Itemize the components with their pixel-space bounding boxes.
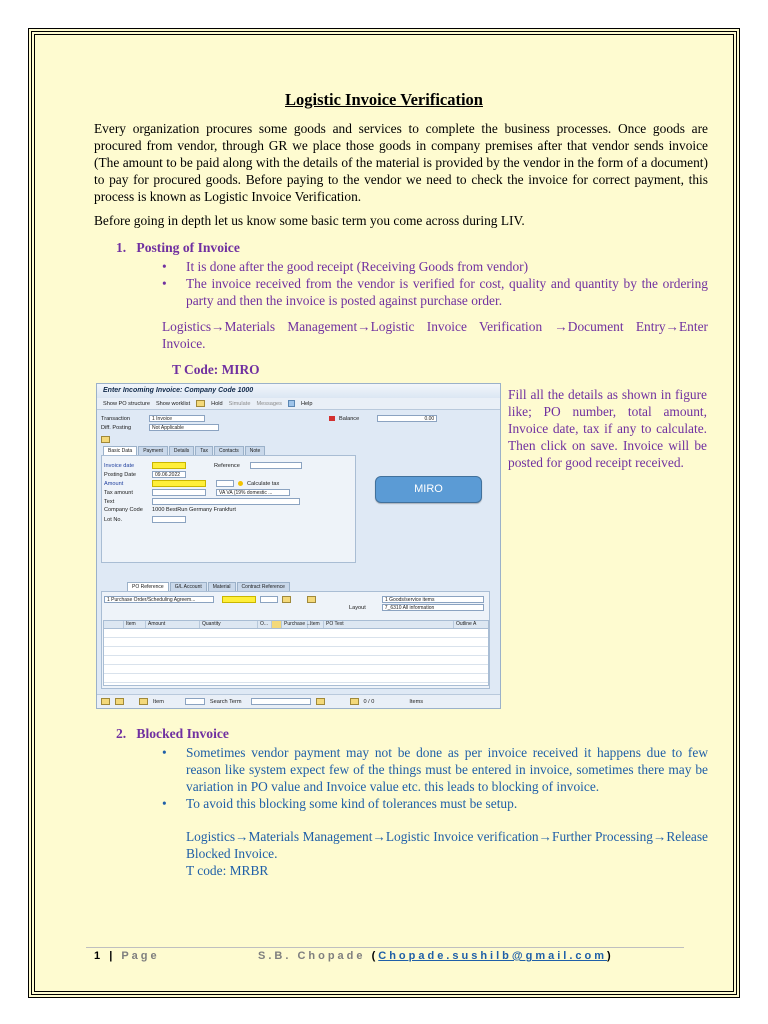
- table-row[interactable]: [104, 647, 488, 656]
- author-email-link[interactable]: Chopade.sushilb@gmail.com: [378, 950, 607, 962]
- currency-field[interactable]: [216, 480, 234, 487]
- tab-basic-data[interactable]: Basic Data: [103, 446, 137, 455]
- sap-screenshot: [96, 383, 501, 709]
- tax-amount-field[interactable]: [152, 489, 206, 496]
- page-title: Logistic Invoice Verification: [285, 90, 483, 109]
- footer-divider: [86, 947, 684, 948]
- select-all-icon[interactable]: [101, 698, 110, 705]
- po-item-field[interactable]: [260, 596, 278, 603]
- miro-button[interactable]: MIRO: [375, 476, 482, 503]
- table-row[interactable]: [104, 629, 488, 638]
- po-type-select[interactable]: 1 Purchase Order/Scheduling Agreem...: [104, 596, 214, 603]
- tab-payment[interactable]: Payment: [138, 446, 168, 455]
- list-item: • Sometimes vendor payment may not be done as per invoice received it happens due to few reason like system expect few of the things must be entered in invoice, sometimes there may be variation in PO value and Invoice value etc. this leads to blocking of invoice.: [162, 745, 708, 794]
- sap-item-tabs: [127, 582, 290, 591]
- goods-items-select[interactable]: 1 Goods/service items: [382, 596, 484, 603]
- page-footer: [94, 950, 694, 962]
- transaction-select[interactable]: 1 Invoice: [149, 415, 205, 422]
- hold-button[interactable]: Hold: [211, 400, 223, 407]
- items-table: [103, 620, 489, 686]
- table-row[interactable]: [104, 638, 488, 647]
- sap-window-title: Enter Incoming Invoice: Company Code 1000: [97, 384, 500, 398]
- section-1-side-note: Fill all the details as shown in figure like; PO number, total amount, Invoice date, tax if any to calculate. Then click on save. Invoice will be posted for good receipt received.: [508, 387, 707, 470]
- tab-po-reference[interactable]: PO Reference: [127, 582, 169, 591]
- filter-icon[interactable]: [272, 621, 282, 628]
- footer-separator: |: [109, 950, 116, 962]
- footer-author-block: S.B. Chopade (Chopade.sushilb@gmail.com): [258, 950, 614, 962]
- section-1-heading: [116, 240, 240, 256]
- page-number: 1: [94, 950, 104, 962]
- deselect-all-icon[interactable]: [115, 698, 124, 705]
- diff-posting-row: Diff. Posting Not Applicable: [101, 424, 219, 431]
- search-icon[interactable]: [282, 596, 291, 603]
- page-counter: 0 / 0: [363, 698, 375, 705]
- table-row[interactable]: [104, 674, 488, 683]
- balance-field: 0.00: [377, 415, 437, 422]
- table-row[interactable]: [104, 665, 488, 674]
- sap-toolbar: [97, 398, 500, 410]
- page-first-icon[interactable]: [350, 698, 359, 705]
- table-row[interactable]: [104, 656, 488, 665]
- page-label: Page: [121, 950, 160, 962]
- show-worklist-button[interactable]: Show worklist: [155, 400, 191, 407]
- amount-field[interactable]: [152, 480, 206, 487]
- section-1-number: 1.: [116, 240, 127, 255]
- layout-select[interactable]: 7_6310 All information: [382, 604, 484, 611]
- items-panel: 1 Purchase Order/Scheduling Agreem... 1 Goods/service items Layout 7_6310 All information: [101, 591, 490, 689]
- bullet-icon: •: [162, 259, 167, 274]
- basic-data-panel: Invoice date Reference Posting Date 09.06.2022 Amount Calculate tax Tax amount VA VA (19% domestic ... Text Company Code 1000 BestRun Germany Frankfurt Lot No.: [101, 455, 356, 563]
- status-light-icon: [329, 416, 335, 421]
- text-field[interactable]: [152, 498, 300, 505]
- diff-posting-select[interactable]: Not Applicable: [149, 424, 219, 431]
- checkbox-icon[interactable]: [238, 481, 243, 486]
- bullet-icon: •: [162, 796, 167, 811]
- help-button[interactable]: Help: [300, 400, 313, 407]
- folder-icon[interactable]: [196, 400, 205, 407]
- search-term-field[interactable]: [251, 698, 311, 705]
- bullet-icon: •: [162, 745, 167, 760]
- folder-icon[interactable]: [307, 596, 316, 603]
- simulate-button[interactable]: Simulate: [228, 400, 251, 407]
- invoice-date-field[interactable]: [152, 462, 186, 469]
- search-icon[interactable]: [316, 698, 325, 705]
- tab-contacts[interactable]: Contacts: [214, 446, 244, 455]
- folder-icon[interactable]: [101, 436, 110, 443]
- po-number-field[interactable]: [222, 596, 256, 603]
- section-2-heading: [116, 726, 229, 742]
- section-2-title: Blocked Invoice: [136, 726, 229, 741]
- messages-button[interactable]: Messages: [256, 400, 282, 407]
- tab-material[interactable]: Material: [208, 582, 236, 591]
- section-2-tcode: T code: MRBR: [186, 863, 269, 878]
- bullet-icon: •: [162, 276, 167, 291]
- reference-field[interactable]: [250, 462, 302, 469]
- section-1-title: Posting of Invoice: [136, 240, 240, 255]
- list-item: • The invoice received from the vendor is verified for cost, quality and quantity by the ordering party and then the invoice is posted against purchase order.: [162, 276, 708, 308]
- section-1-menu-path: Logistics→Materials Management→Logistic Invoice Verification →Document Entry→Enter Invoice.: [162, 319, 708, 351]
- tab-note[interactable]: Note: [245, 446, 266, 455]
- help-icon[interactable]: [288, 400, 295, 407]
- tab-contract-reference[interactable]: Contract Reference: [237, 582, 290, 591]
- intro-paragraph-2: Before going in depth let us know some basic term you come across during LIV.: [94, 213, 525, 228]
- tax-code-select[interactable]: VA VA (19% domestic ...: [216, 489, 290, 496]
- section-2-bullets: [162, 744, 708, 812]
- balance-row: Balance 0.00: [329, 415, 437, 422]
- tab-details[interactable]: Details: [169, 446, 194, 455]
- transaction-row: Transaction 1 Invoice: [101, 415, 205, 422]
- tab-tax[interactable]: Tax: [195, 446, 213, 455]
- tab-gl-account[interactable]: G/L Account: [170, 582, 207, 591]
- intro-paragraph: Every organization procures some goods and services to complete the business processes. Once goods are procured from vendor, through GR we place those goods in company premises after that vendor sends invoice (The amount to be paid along with the details of the material is provided by the vendor in the form of a document) to pay for procured goods. Before paying to the vendor we need to check the invoice for correct payment, this process is known as Logistic Invoice Verification.: [94, 121, 708, 204]
- section-1-tcode: T Code: MIRO: [172, 362, 260, 377]
- section-1-bullets: [162, 258, 708, 309]
- section-2-menu-path: Logistics→Materials Management→Logistic Invoice verification→Further Processing→Release Blocked Invoice.: [186, 829, 708, 861]
- item-field[interactable]: [185, 698, 205, 705]
- posting-date-field[interactable]: 09.06.2022: [152, 471, 186, 478]
- show-po-structure-button[interactable]: Show PO structure: [103, 400, 150, 407]
- sap-bottom-bar: Item Search Term 0 / 0 Items: [97, 694, 500, 708]
- table-header: Item Amount Quantity O... Purchase ... Item PO Text Outline A: [104, 621, 488, 629]
- section-2-number: 2.: [116, 726, 127, 741]
- author-name: S.B. Chopade: [258, 950, 366, 962]
- sap-header-tabs: [103, 446, 265, 455]
- sort-icon[interactable]: [139, 698, 148, 705]
- list-item: • It is done after the good receipt (Receiving Goods from vendor): [162, 259, 529, 274]
- list-item: • To avoid this blocking some kind of tolerances must be setup.: [162, 796, 518, 811]
- lot-no-field[interactable]: [152, 516, 186, 523]
- document-page: [28, 28, 740, 998]
